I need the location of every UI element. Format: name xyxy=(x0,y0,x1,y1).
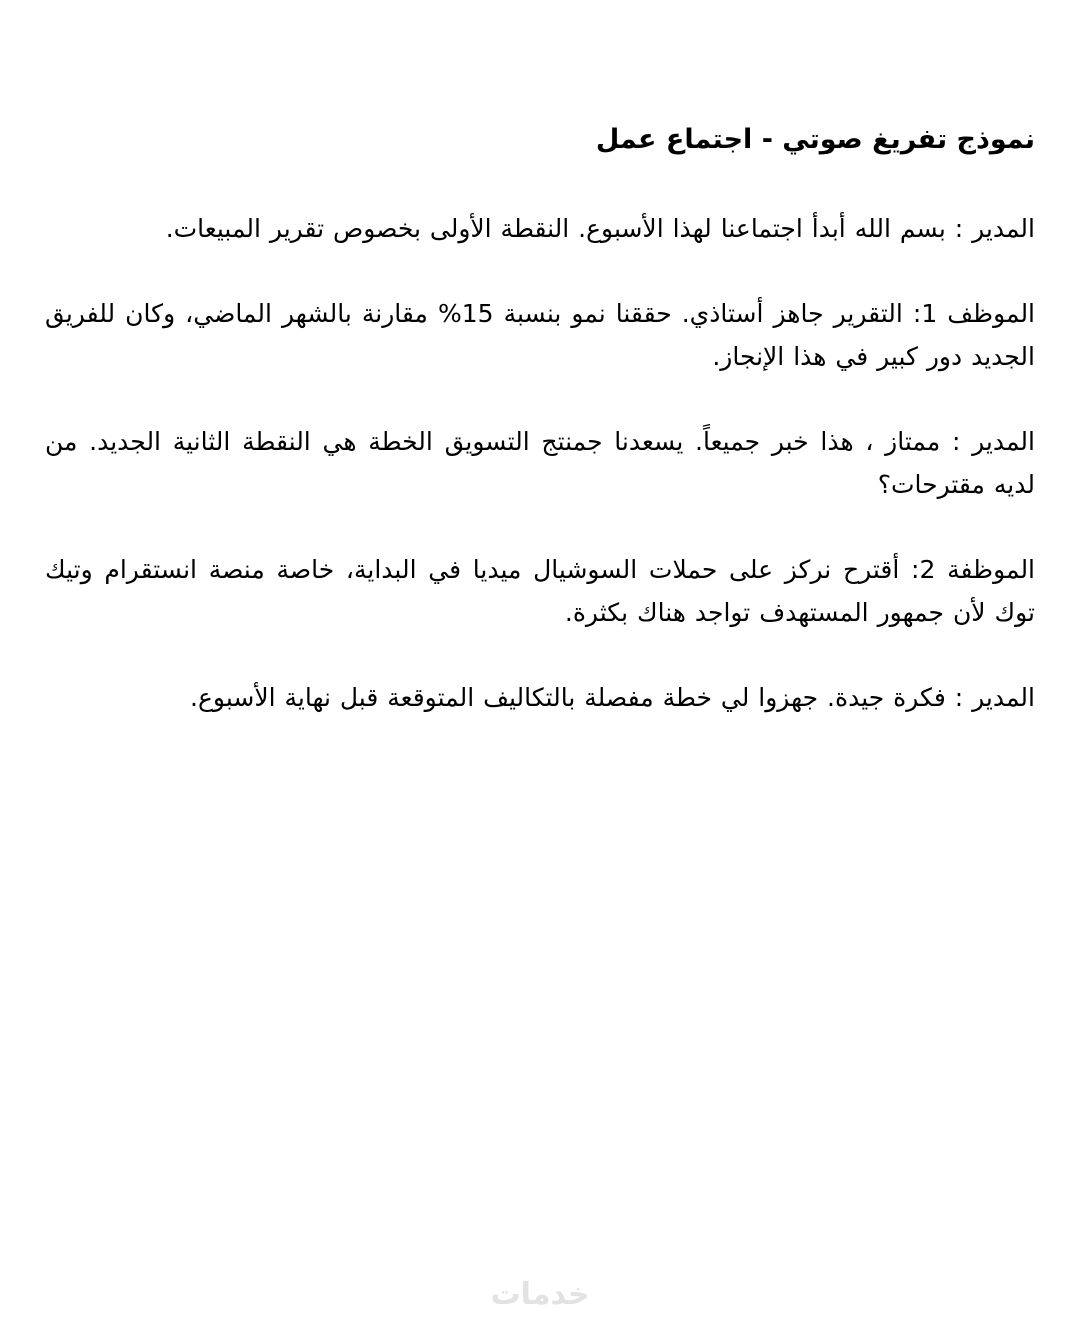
transcript-paragraph: الموظفة 2: أقترح نركز على حملات السوشيال ميديا في البداية، خاصة منصة انستقرام وتيك توك لأن جمهور المستهدف تواجد هناك بكثرة. xyxy=(45,554,1036,627)
transcript-paragraph: الموظف 1: التقرير جاهز أستاذي. حققنا نمو بنسبة 15% مقارنة بالشهر الماضي، وكان للفريق الجديد دور كبير في هذا الإنجاز. xyxy=(45,298,1036,371)
transcript-paragraph: المدير : ممتاز ، هذا خبر جميعاً. يسعدنا جمنتج التسويق الخطة هي النقطة الثانية الجديد. من لديه مقترحات؟ xyxy=(45,426,1035,499)
page-title: نموذج تفريغ صوتي - اجتماع عمل xyxy=(595,124,1035,155)
transcript-paragraph: المدير : بسم الله أبدأ اجتماعنا لهذا الأسبوع. النقطة الأولى بخصوص تقرير المبيعات. xyxy=(165,213,1035,243)
transcript-paragraph: المدير : فكرة جيدة. جهزوا لي خطة مفصلة بالتكاليف المتوقعة قبل نهاية الأسبوع. xyxy=(190,682,1035,712)
watermark: خدمات xyxy=(490,1277,590,1312)
